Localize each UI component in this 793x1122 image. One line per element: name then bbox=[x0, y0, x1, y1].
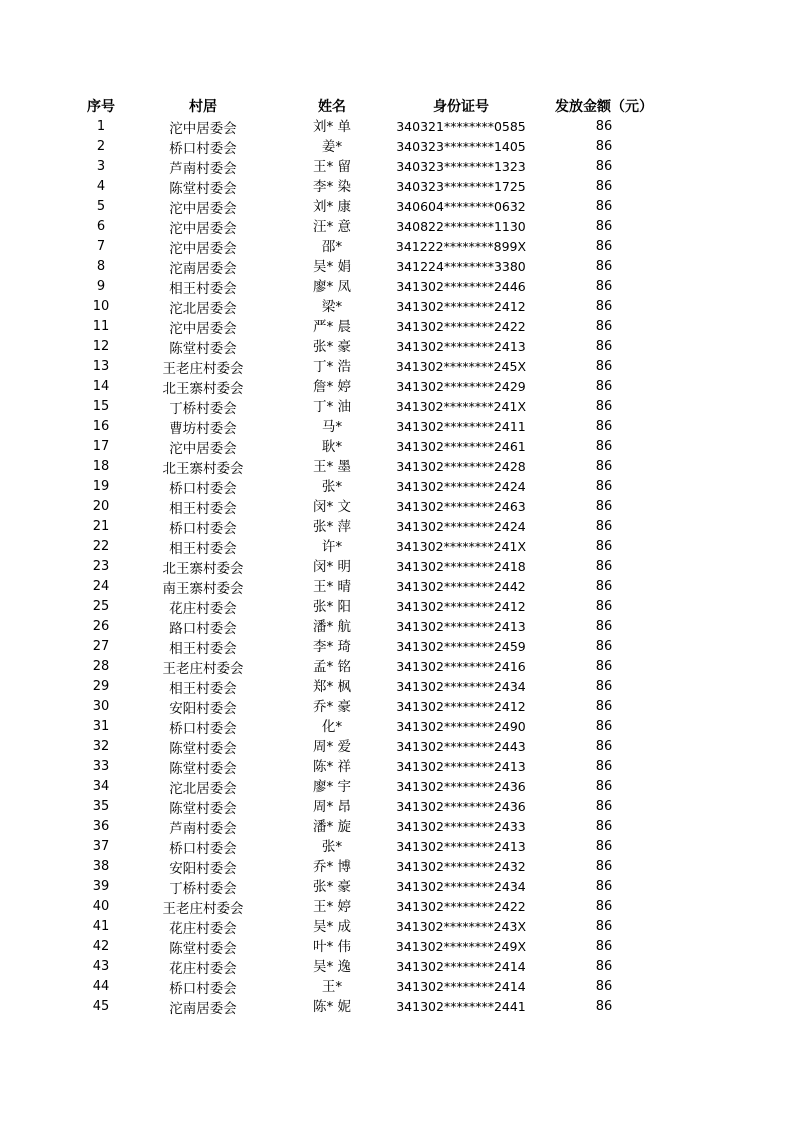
row-index: 1 bbox=[96, 119, 106, 134]
table-row bbox=[0, 797, 793, 817]
row-amount: 86 bbox=[595, 979, 613, 994]
row-index: 22 bbox=[92, 539, 110, 554]
row-amount: 86 bbox=[595, 339, 613, 354]
table-row bbox=[0, 117, 793, 137]
row-village: 安阳村委会 bbox=[169, 701, 237, 717]
row-name: 刘* 康 bbox=[312, 199, 352, 215]
row-name: 丁* 油 bbox=[312, 399, 352, 415]
row-village: 相王村委会 bbox=[169, 681, 237, 697]
row-amount: 86 bbox=[595, 999, 613, 1014]
row-index: 2 bbox=[96, 139, 106, 154]
row-name: 闵* 明 bbox=[312, 559, 352, 575]
row-amount: 86 bbox=[595, 819, 613, 834]
row-index: 13 bbox=[92, 359, 110, 374]
table-row bbox=[0, 717, 793, 737]
row-id-number: 341302********2436 bbox=[396, 799, 526, 814]
row-index: 33 bbox=[92, 759, 110, 774]
row-amount: 86 bbox=[595, 519, 613, 534]
row-amount: 86 bbox=[595, 799, 613, 814]
table-row bbox=[0, 757, 793, 777]
row-name: 周* 爱 bbox=[312, 739, 352, 755]
row-village: 芦南村委会 bbox=[169, 161, 237, 177]
row-id-number: 340822********1130 bbox=[396, 219, 526, 234]
row-name: 李* 琦 bbox=[312, 639, 352, 655]
row-amount: 86 bbox=[595, 239, 613, 254]
row-name: 叶* 伟 bbox=[312, 939, 352, 955]
table-row bbox=[0, 877, 793, 897]
row-name: 耿* bbox=[321, 439, 343, 455]
row-index: 29 bbox=[92, 679, 110, 694]
row-name: 张* bbox=[321, 479, 343, 495]
row-id-number: 341302********2413 bbox=[396, 339, 526, 354]
row-name: 吴* 成 bbox=[312, 919, 352, 935]
row-amount: 86 bbox=[595, 279, 613, 294]
row-amount: 86 bbox=[595, 679, 613, 694]
row-id-number: 341302********2490 bbox=[396, 719, 526, 734]
row-id-number: 341224********3380 bbox=[396, 259, 526, 274]
row-name: 乔* 博 bbox=[312, 859, 352, 875]
header-id-number: 身份证号 bbox=[433, 99, 489, 115]
row-id-number: 341302********2463 bbox=[396, 499, 526, 514]
row-village: 花庄村委会 bbox=[169, 601, 237, 617]
table-row bbox=[0, 617, 793, 637]
row-amount: 86 bbox=[595, 299, 613, 314]
header-index: 序号 bbox=[87, 99, 115, 115]
table-row bbox=[0, 397, 793, 417]
row-amount: 86 bbox=[595, 939, 613, 954]
row-village: 北王寨村委会 bbox=[162, 381, 244, 397]
table-row bbox=[0, 497, 793, 517]
row-name: 陈* 祥 bbox=[312, 759, 352, 775]
row-name: 周* 昂 bbox=[312, 799, 352, 815]
row-index: 4 bbox=[96, 179, 106, 194]
row-village: 南王寨村委会 bbox=[162, 581, 244, 597]
row-village: 相王村委会 bbox=[169, 541, 237, 557]
row-village: 桥口村委会 bbox=[169, 721, 237, 737]
row-id-number: 341302********2433 bbox=[396, 819, 526, 834]
row-id-number: 341302********249X bbox=[395, 939, 527, 954]
row-name: 詹* 婷 bbox=[312, 379, 352, 395]
row-village: 沱中居委会 bbox=[169, 241, 237, 257]
row-name: 邵* bbox=[321, 239, 343, 255]
row-index: 7 bbox=[96, 239, 106, 254]
row-name: 汪* 意 bbox=[312, 219, 352, 235]
row-name: 吴* 逸 bbox=[312, 959, 352, 975]
row-name: 梁* bbox=[321, 299, 343, 315]
row-amount: 86 bbox=[595, 219, 613, 234]
row-amount: 86 bbox=[595, 419, 613, 434]
row-name: 王* 婷 bbox=[312, 899, 352, 915]
row-index: 41 bbox=[92, 919, 110, 934]
row-index: 12 bbox=[92, 339, 110, 354]
row-index: 6 bbox=[96, 219, 106, 234]
row-village: 陈堂村委会 bbox=[169, 801, 237, 817]
row-amount: 86 bbox=[595, 579, 613, 594]
table-row bbox=[0, 377, 793, 397]
table-row bbox=[0, 697, 793, 717]
row-index: 17 bbox=[92, 439, 110, 454]
row-index: 19 bbox=[92, 479, 110, 494]
row-id-number: 341302********245X bbox=[395, 359, 527, 374]
row-village: 陈堂村委会 bbox=[169, 741, 237, 757]
table-row bbox=[0, 537, 793, 557]
row-village: 王老庄村委会 bbox=[162, 661, 244, 677]
row-amount: 86 bbox=[595, 439, 613, 454]
row-village: 北王寨村委会 bbox=[162, 461, 244, 477]
row-village: 曹坊村委会 bbox=[169, 421, 237, 437]
row-amount: 86 bbox=[595, 779, 613, 794]
row-index: 14 bbox=[92, 379, 110, 394]
row-name: 潘* 航 bbox=[312, 619, 352, 635]
table-row bbox=[0, 777, 793, 797]
row-amount: 86 bbox=[595, 319, 613, 334]
table-row bbox=[0, 197, 793, 217]
row-id-number: 341302********2442 bbox=[396, 579, 526, 594]
row-id-number: 341302********2429 bbox=[396, 379, 526, 394]
row-village: 相王村委会 bbox=[169, 281, 237, 297]
row-index: 28 bbox=[92, 659, 110, 674]
row-amount: 86 bbox=[595, 119, 613, 134]
row-village: 陈堂村委会 bbox=[169, 941, 237, 957]
row-index: 24 bbox=[92, 579, 110, 594]
row-id-number: 340321********0585 bbox=[396, 119, 526, 134]
row-id-number: 341302********2414 bbox=[396, 959, 526, 974]
row-village: 王老庄村委会 bbox=[162, 361, 244, 377]
table-row bbox=[0, 237, 793, 257]
table-row bbox=[0, 257, 793, 277]
header-village: 村居 bbox=[189, 99, 217, 115]
row-name: 张* 豪 bbox=[312, 879, 352, 895]
row-id-number: 341302********2418 bbox=[396, 559, 526, 574]
row-index: 21 bbox=[92, 519, 110, 534]
table-row bbox=[0, 857, 793, 877]
row-village: 桥口村委会 bbox=[169, 521, 237, 537]
header-amount: 发放金额（元） bbox=[555, 99, 653, 115]
row-name: 王* bbox=[321, 979, 343, 995]
row-village: 沱中居委会 bbox=[169, 441, 237, 457]
row-amount: 86 bbox=[595, 139, 613, 154]
row-amount: 86 bbox=[595, 179, 613, 194]
row-index: 25 bbox=[92, 599, 110, 614]
table-row bbox=[0, 637, 793, 657]
row-id-number: 341302********2422 bbox=[396, 319, 526, 334]
row-index: 30 bbox=[92, 699, 110, 714]
row-village: 北王寨村委会 bbox=[162, 561, 244, 577]
table-row bbox=[0, 357, 793, 377]
row-id-number: 341302********2461 bbox=[396, 439, 526, 454]
table-row bbox=[0, 597, 793, 617]
row-village: 花庄村委会 bbox=[169, 921, 237, 937]
row-name: 孟* 铭 bbox=[312, 659, 352, 675]
row-name: 李* 染 bbox=[312, 179, 352, 195]
row-index: 42 bbox=[92, 939, 110, 954]
row-name: 张* 萍 bbox=[312, 519, 352, 535]
row-amount: 86 bbox=[595, 379, 613, 394]
row-index: 34 bbox=[92, 779, 110, 794]
row-amount: 86 bbox=[595, 699, 613, 714]
row-id-number: 341302********2413 bbox=[396, 759, 526, 774]
table-header bbox=[0, 98, 793, 118]
table-row bbox=[0, 437, 793, 457]
table-row bbox=[0, 417, 793, 437]
row-id-number: 340323********1405 bbox=[396, 139, 526, 154]
row-name: 王* 晴 bbox=[312, 579, 352, 595]
row-name: 刘* 单 bbox=[312, 119, 352, 135]
row-village: 丁桥村委会 bbox=[169, 881, 237, 897]
row-amount: 86 bbox=[595, 399, 613, 414]
row-index: 32 bbox=[92, 739, 110, 754]
table-row bbox=[0, 137, 793, 157]
table-row bbox=[0, 557, 793, 577]
row-name: 张* 豪 bbox=[312, 339, 352, 355]
row-amount: 86 bbox=[595, 259, 613, 274]
row-amount: 86 bbox=[595, 199, 613, 214]
row-amount: 86 bbox=[595, 919, 613, 934]
header-name: 姓名 bbox=[318, 99, 346, 115]
row-id-number: 341302********2416 bbox=[396, 659, 526, 674]
table-row bbox=[0, 317, 793, 337]
row-index: 8 bbox=[96, 259, 106, 274]
row-index: 18 bbox=[92, 459, 110, 474]
row-id-number: 341302********2424 bbox=[396, 519, 526, 534]
row-index: 37 bbox=[92, 839, 110, 854]
row-village: 花庄村委会 bbox=[169, 961, 237, 977]
row-village: 桥口村委会 bbox=[169, 841, 237, 857]
row-amount: 86 bbox=[595, 959, 613, 974]
row-id-number: 341302********2434 bbox=[396, 679, 526, 694]
row-index: 15 bbox=[92, 399, 110, 414]
row-amount: 86 bbox=[595, 539, 613, 554]
row-village: 桥口村委会 bbox=[169, 481, 237, 497]
row-id-number: 340604********0632 bbox=[396, 199, 526, 214]
row-amount: 86 bbox=[595, 619, 613, 634]
row-amount: 86 bbox=[595, 499, 613, 514]
table-row bbox=[0, 157, 793, 177]
row-index: 16 bbox=[92, 419, 110, 434]
row-id-number: 341302********2422 bbox=[396, 899, 526, 914]
row-village: 丁桥村委会 bbox=[169, 401, 237, 417]
table-row bbox=[0, 997, 793, 1017]
row-amount: 86 bbox=[595, 359, 613, 374]
row-village: 沱中居委会 bbox=[169, 201, 237, 217]
row-village: 王老庄村委会 bbox=[162, 901, 244, 917]
row-name: 严* 晨 bbox=[312, 319, 352, 335]
row-id-number: 341302********241X bbox=[395, 399, 527, 414]
row-amount: 86 bbox=[595, 739, 613, 754]
table-row bbox=[0, 737, 793, 757]
table-row bbox=[0, 677, 793, 697]
row-index: 11 bbox=[92, 319, 110, 334]
row-name: 姜* bbox=[321, 139, 343, 155]
table-row bbox=[0, 937, 793, 957]
row-id-number: 341302********243X bbox=[395, 919, 527, 934]
row-amount: 86 bbox=[595, 879, 613, 894]
table-row bbox=[0, 217, 793, 237]
row-village: 安阳村委会 bbox=[169, 861, 237, 877]
row-index: 43 bbox=[92, 959, 110, 974]
row-village: 陈堂村委会 bbox=[169, 181, 237, 197]
row-name: 王* 墨 bbox=[312, 459, 352, 475]
row-id-number: 341302********2414 bbox=[396, 979, 526, 994]
row-index: 9 bbox=[96, 279, 106, 294]
row-index: 45 bbox=[92, 999, 110, 1014]
table-row bbox=[0, 457, 793, 477]
table-row bbox=[0, 577, 793, 597]
row-amount: 86 bbox=[595, 559, 613, 574]
row-amount: 86 bbox=[595, 599, 613, 614]
row-id-number: 341302********2424 bbox=[396, 479, 526, 494]
row-index: 20 bbox=[92, 499, 110, 514]
row-village: 相王村委会 bbox=[169, 501, 237, 517]
row-index: 5 bbox=[96, 199, 106, 214]
row-id-number: 341302********2412 bbox=[396, 599, 526, 614]
row-village: 芦南村委会 bbox=[169, 821, 237, 837]
row-id-number: 341302********2446 bbox=[396, 279, 526, 294]
row-name: 郑* 枫 bbox=[312, 679, 352, 695]
row-amount: 86 bbox=[595, 159, 613, 174]
row-name: 丁* 浩 bbox=[312, 359, 352, 375]
row-village: 陈堂村委会 bbox=[169, 761, 237, 777]
row-id-number: 341302********2412 bbox=[396, 299, 526, 314]
table-row bbox=[0, 297, 793, 317]
row-village: 桥口村委会 bbox=[169, 981, 237, 997]
row-index: 36 bbox=[92, 819, 110, 834]
row-village: 桥口村委会 bbox=[169, 141, 237, 157]
row-village: 沱中居委会 bbox=[169, 221, 237, 237]
row-index: 35 bbox=[92, 799, 110, 814]
row-name: 化* bbox=[321, 719, 343, 735]
row-name: 陈* 妮 bbox=[312, 999, 352, 1015]
row-id-number: 341302********2413 bbox=[396, 839, 526, 854]
row-amount: 86 bbox=[595, 859, 613, 874]
row-amount: 86 bbox=[595, 719, 613, 734]
row-village: 沱北居委会 bbox=[169, 301, 237, 317]
table-row bbox=[0, 517, 793, 537]
row-amount: 86 bbox=[595, 639, 613, 654]
row-id-number: 341302********2413 bbox=[396, 619, 526, 634]
row-index: 31 bbox=[92, 719, 110, 734]
row-amount: 86 bbox=[595, 479, 613, 494]
row-name: 廖* 凤 bbox=[312, 279, 352, 295]
row-id-number: 341302********2434 bbox=[396, 879, 526, 894]
row-index: 26 bbox=[92, 619, 110, 634]
table-row bbox=[0, 917, 793, 937]
row-name: 乔* 豪 bbox=[312, 699, 352, 715]
row-id-number: 341302********2441 bbox=[396, 999, 526, 1014]
row-id-number: 341302********2432 bbox=[396, 859, 526, 874]
row-village: 沱中居委会 bbox=[169, 321, 237, 337]
row-index: 38 bbox=[92, 859, 110, 874]
row-name: 王* 留 bbox=[312, 159, 352, 175]
row-index: 23 bbox=[92, 559, 110, 574]
row-amount: 86 bbox=[595, 659, 613, 674]
row-name: 潘* 旋 bbox=[312, 819, 352, 835]
table-row bbox=[0, 837, 793, 857]
table-row bbox=[0, 657, 793, 677]
row-id-number: 341302********2428 bbox=[396, 459, 526, 474]
row-id-number: 341302********2443 bbox=[396, 739, 526, 754]
row-name: 许* bbox=[321, 539, 343, 555]
row-name: 马* bbox=[321, 419, 343, 435]
row-index: 39 bbox=[92, 879, 110, 894]
row-index: 3 bbox=[96, 159, 106, 174]
row-index: 27 bbox=[92, 639, 110, 654]
row-id-number: 341302********2459 bbox=[396, 639, 526, 654]
table-row bbox=[0, 277, 793, 297]
row-amount: 86 bbox=[595, 759, 613, 774]
table-row bbox=[0, 957, 793, 977]
row-id-number: 340323********1323 bbox=[396, 159, 526, 174]
row-name: 张* 阳 bbox=[312, 599, 352, 615]
row-id-number: 341302********2412 bbox=[396, 699, 526, 714]
table-row bbox=[0, 817, 793, 837]
table-row bbox=[0, 977, 793, 997]
row-id-number: 341302********2411 bbox=[396, 419, 526, 434]
table-row bbox=[0, 897, 793, 917]
row-name: 廖* 宇 bbox=[312, 779, 352, 795]
row-village: 沱南居委会 bbox=[169, 1001, 237, 1017]
table-row bbox=[0, 177, 793, 197]
row-village: 相王村委会 bbox=[169, 641, 237, 657]
row-amount: 86 bbox=[595, 459, 613, 474]
row-village: 路口村委会 bbox=[169, 621, 237, 637]
row-village: 沱中居委会 bbox=[169, 121, 237, 137]
row-village: 陈堂村委会 bbox=[169, 341, 237, 357]
table-row bbox=[0, 477, 793, 497]
row-amount: 86 bbox=[595, 899, 613, 914]
row-id-number: 341302********2436 bbox=[396, 779, 526, 794]
row-name: 张* bbox=[321, 839, 343, 855]
row-id-number: 341222********899X bbox=[395, 239, 527, 254]
row-index: 40 bbox=[92, 899, 110, 914]
row-id-number: 341302********241X bbox=[395, 539, 527, 554]
row-index: 44 bbox=[92, 979, 110, 994]
table-row bbox=[0, 337, 793, 357]
row-name: 吴* 娟 bbox=[312, 259, 352, 275]
row-index: 10 bbox=[92, 299, 110, 314]
row-amount: 86 bbox=[595, 839, 613, 854]
row-village: 沱南居委会 bbox=[169, 261, 237, 277]
row-village: 沱北居委会 bbox=[169, 781, 237, 797]
row-id-number: 340323********1725 bbox=[396, 179, 526, 194]
row-name: 闵* 文 bbox=[312, 499, 352, 515]
